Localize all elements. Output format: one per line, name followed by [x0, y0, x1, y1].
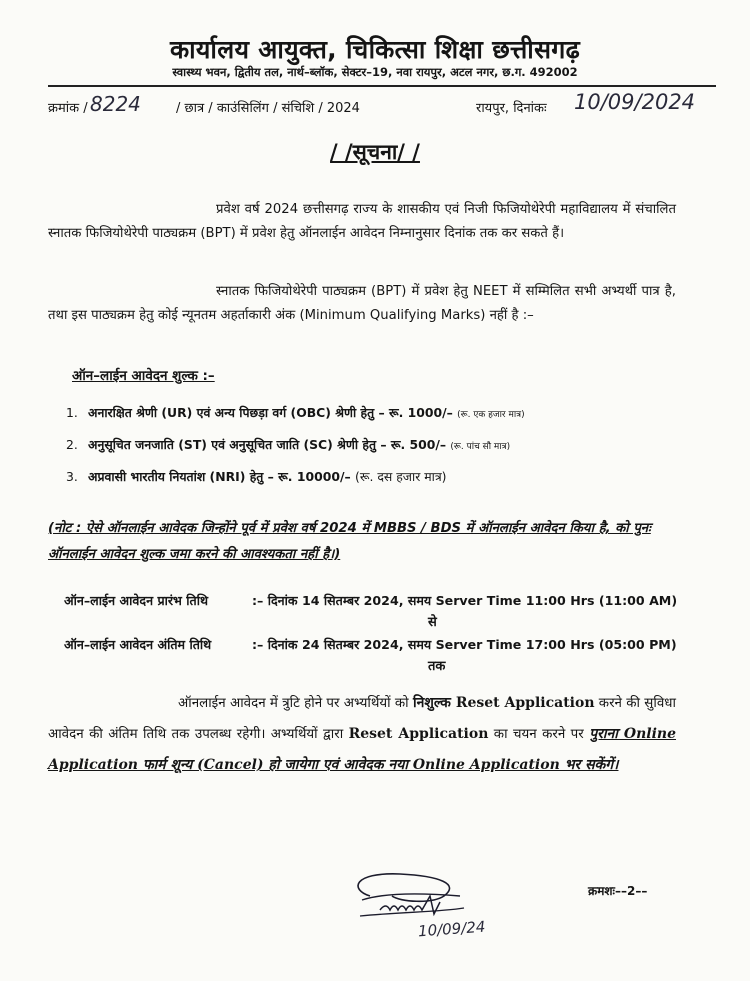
office-address: स्वास्थ्य भवन, द्वितीय तल, नार्थ–ब्लॉक, सेक्टर–19, नवा रायपुर, अटल नगर, छ.ग. 492002 — [172, 65, 578, 79]
reference-row — [48, 90, 716, 118]
eligibility-paragraph: स्नातक फिजियोथेरेपी पाठ्यक्रम (BPT) में प्रवेश हेतु NEET में सम्मिलित सभी अभ्यर्थी पात्र है, तथा इस पाठ्यक्रम हेतु कोई न्यूनतम अहर्ताकारी अंक (Minimum Qualifying Marks) नहीं है :– — [48, 284, 676, 323]
signature-date: 10/09/24 — [417, 917, 486, 941]
letter-date: 10/09/2024 — [574, 90, 696, 114]
kramank-number: 8224 — [90, 92, 141, 116]
place-date-label: रायपुर, दिनांकः — [476, 101, 547, 116]
reference-path: / छात्र / काउंसिलिंग / संचिशि / 2024 — [176, 101, 360, 116]
notice-heading: / /सूचना/ / — [330, 140, 420, 164]
reset-paragraph: ऑनलाईन आवेदन में त्रुटि होने पर अभ्यर्थियों को निशुल्क Reset Application करने की सुविधा आवेदन की अंतिम तिथि तक उपलब्ध रहेगी। अभ्यर्थियों द्वारा Reset Application का चयन करने पर पुराना Online Application फार्म शून्य (Cancel) हो जायेगा एवं आवेदक नया Online Application भर सकेंगें। — [48, 695, 677, 773]
fee-item: 2. अनुसूचित जनजाति (ST) एवं अनुसूचित जाति (SC) श्रेणी हेतु – रू. 500/– (रू. पांच सौ मात्र) — [66, 437, 511, 452]
start-date-row: ऑन–लाईन आवेदन प्रारंभ तिथि :– दिनांक 14 सितम्बर 2024, समय Server Time 11:00 Hrs (11:00 AM) — [64, 593, 678, 608]
fee-heading: ऑन–लाईन आवेदन शुल्क :– — [72, 368, 215, 384]
continuation-marker: क्रमशः––2–– — [588, 884, 648, 898]
end-date-row: ऑन–लाईन आवेदन अंतिम तिथि :– दिनांक 24 सितम्बर 2024, समय Server Time 17:00 Hrs (05:00 PM) — [64, 637, 677, 652]
note-paragraph: (नोट : ऐसे ऑनलाईन आवेदक जिन्होंने पूर्व में प्रवेश वर्ष 2024 में MBBS / BDS में ऑनलाईन आवेदन किया है, को पुनः ऑनलाईन आवेदन शुल्क जमा करने की आवश्यकता नहीं है।) — [48, 521, 651, 562]
from-word: से — [428, 615, 437, 630]
intro-paragraph: प्रवेश वर्ष 2024 छत्तीसगढ़ राज्य के शासकीय एवं निजी फिजियोथेरेपी महाविद्यालय में संचालित स्नातक फिजियोथेरेपी पाठ्यक्रम (BPT) में प्रवेश हेतु ऑनलाईन आवेदन निम्नानुसार दिनांक तक कर सकते हैं। — [48, 202, 676, 241]
office-title: कार्यालय आयुक्त, चिकित्सा शिक्षा छत्तीसगढ़ — [169, 35, 581, 64]
fee-item: 1. अनारक्षित श्रेणी (UR) एवं अन्य पिछड़ा वर्ग (OBC) श्रेणी हेतु – रू. 1000/– (रू. एक हजार मात्र) — [66, 405, 525, 420]
header-divider — [48, 85, 716, 87]
kramank-label: क्रमांक / — [48, 101, 88, 116]
until-word: तक — [428, 659, 446, 674]
fee-item: 3. अप्रवासी भारतीय नियतांश (NRI) हेतु – रू. 10000/– (रू. दस हजार मात्र) — [66, 469, 447, 484]
